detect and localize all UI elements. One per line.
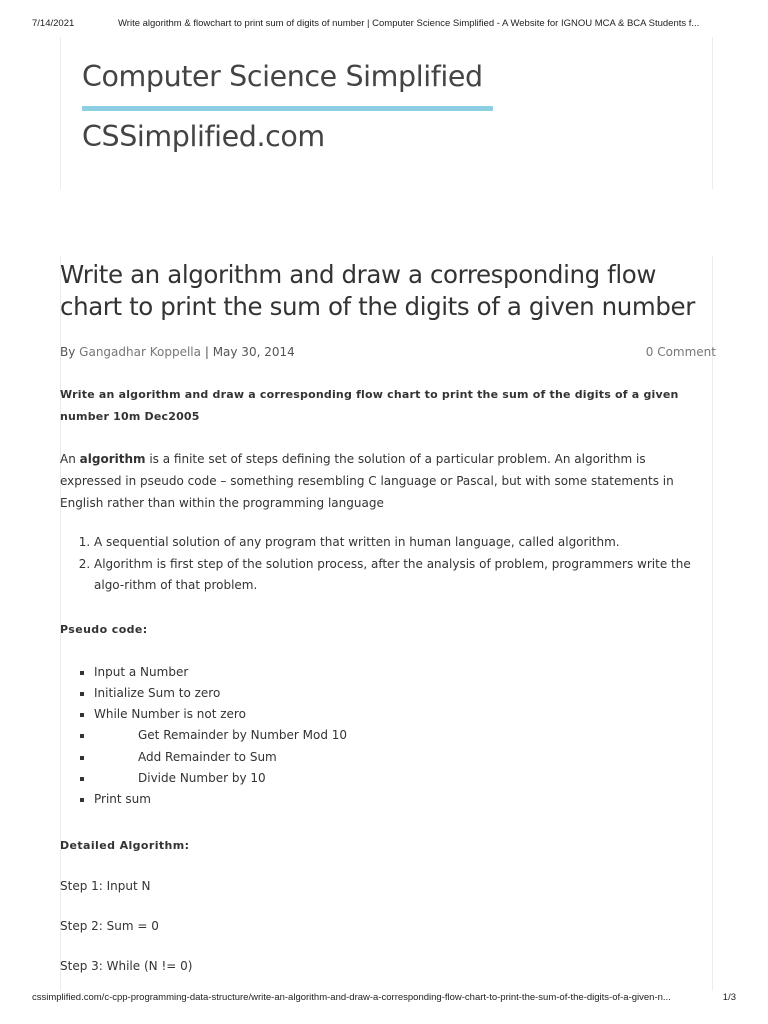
def-text: is a finite set of steps defining the solution of a particular problem. An algorithm is expressed in pseudo code – something resembling C language or Pascal, but with some statements in English rather than within the programming language <box>60 452 674 510</box>
algorithm-step: Step 1: Input N <box>60 878 151 893</box>
pseudo-code-heading: Pseudo code: <box>60 622 148 636</box>
detailed-algorithm-heading: Detailed Algorithm: <box>60 838 190 852</box>
print-header <box>0 0 768 30</box>
list-item: 2. Algorithm is first step of the solution process, after the analysis of problem, programmers write the algo-rithm of that problem. <box>94 554 710 597</box>
list-item: ▪ Input a Number <box>94 662 710 683</box>
list-item: ▪ While Number is not zero <box>94 704 710 725</box>
list-item: ▪ Add Remainder to Sum <box>94 747 710 768</box>
site-logo-underline <box>82 106 493 111</box>
list-item: 1. A sequential solution of any program that written in human language, called algorithm. <box>94 532 710 554</box>
list-item: ▪ Divide Number by 10 <box>94 768 710 789</box>
def-term: algorithm <box>79 452 146 466</box>
pseudo-code-list <box>60 662 710 811</box>
list-item: ▪ Initialize Sum to zero <box>94 683 710 704</box>
meta-by-label: By <box>60 345 76 359</box>
print-footer <box>0 992 768 1016</box>
site-logo-domain[interactable]: CSSimplified.com <box>82 120 325 153</box>
print-url: cssimplified.com/c-cpp-programming-data-structure/write-an-algorithm-and-draw-a-corresponding-flow-chart-to-print-the-sum-of-the-digits-of-a-given-n... <box>32 992 671 1003</box>
list-item: ▪ Get Remainder by Number Mod 10 <box>94 725 710 746</box>
meta-author-link[interactable]: Gangadhar Koppella <box>79 345 201 359</box>
meta-separator: | <box>204 345 209 359</box>
meta-comments-link[interactable]: 0 Comment <box>645 345 716 359</box>
post-title: Write an algorithm and draw a corresponding flow chart to print the sum of the digits of a given number <box>60 260 695 321</box>
print-page-number: 1/3 <box>722 992 736 1003</box>
site-logo-name[interactable]: Computer Science Simplified <box>82 60 483 93</box>
meta-date: May 30, 2014 <box>212 345 295 359</box>
post-content <box>60 384 710 977</box>
intro-question: Write an algorithm and draw a corresponding flow chart to print the sum of the digits of a given number 10m Dec2005 <box>60 388 679 423</box>
post-meta <box>60 345 716 361</box>
print-page-title: Write algorithm & flowchart to print sum of digits of number | Computer Science Simplified - A Website for IGNOU MCA & BCA Students f... <box>118 18 700 29</box>
list-item: ▪ Print sum <box>94 789 710 810</box>
algorithm-definition <box>60 448 710 514</box>
algorithm-points-list <box>60 532 710 597</box>
algorithm-step: Step 2: Sum = 0 <box>60 918 159 933</box>
print-date: 7/14/2021 <box>32 18 75 29</box>
algorithm-step: Step 3: While (N != 0) <box>60 958 193 973</box>
def-prefix: An <box>60 452 76 466</box>
